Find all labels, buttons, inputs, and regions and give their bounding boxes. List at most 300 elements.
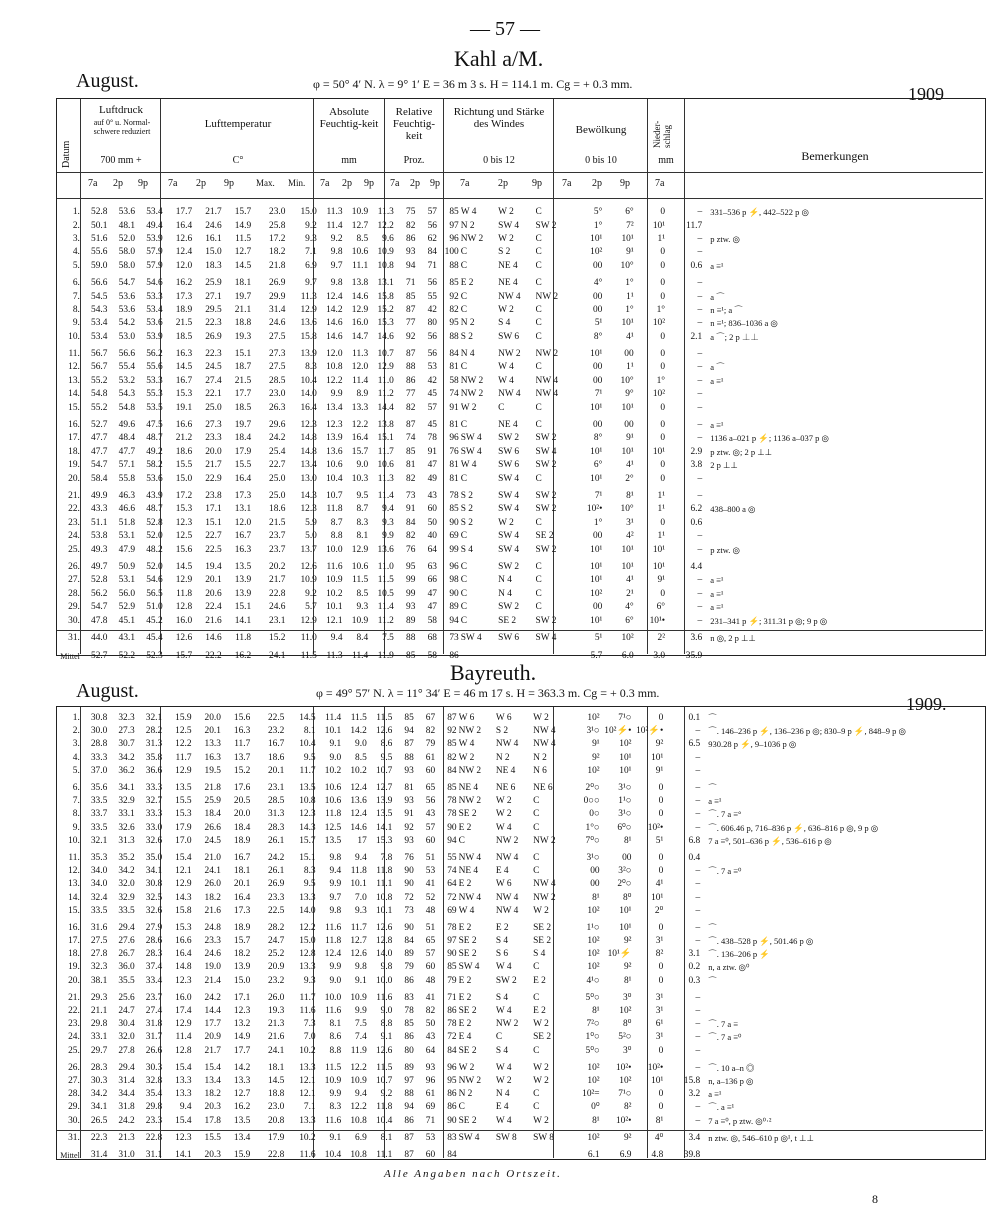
cell-pressure-7a: 33.5 — [90, 796, 108, 807]
cell-pressure-9p: 53.6 — [146, 473, 163, 484]
cell-temp-2p: 26.9 — [205, 331, 222, 342]
cell-pressure-2p: 32.6 — [118, 822, 135, 833]
cell-abs-hum-9p: 11.1 — [376, 879, 393, 890]
cell-temp-max: 21.5 — [269, 517, 286, 528]
cell-remarks: p ztw. ◎; 2 p ⊥⊥ — [710, 446, 773, 457]
cell-temp-2p: 14.6 — [205, 632, 222, 643]
cell-remarks: a ⌒ — [710, 291, 725, 302]
cell-rel-hum-9p: 97 — [447, 936, 457, 947]
cell-rel-hum-7a: 92 — [404, 822, 414, 833]
cell-precip: 0.3 — [688, 975, 701, 986]
cell-rel-hum-7a: 84 — [406, 517, 416, 528]
table-row — [57, 446, 1000, 459]
cell-rel-hum-9p: 100 — [444, 247, 459, 258]
cell-cloud-7a: 00 — [592, 304, 603, 315]
cell-abs-hum-2p: 12.9 — [351, 544, 369, 555]
table-row — [57, 432, 1000, 445]
cell-temp-2p: 20.3 — [204, 1102, 221, 1113]
cell-temp-9p: 16.2 — [234, 650, 252, 661]
cell-wind-9p: W 2 — [533, 1115, 549, 1126]
cell-cloud-2p: 8⁰ — [622, 1019, 632, 1030]
cell-abs-hum-9p: 9.4 — [382, 504, 394, 515]
cell-remarks: 438–800 a ◎ — [710, 504, 756, 515]
cell-rel-hum-2p: 64 — [425, 1045, 436, 1056]
cell-remarks — [704, 530, 1000, 543]
cell-cloud-2p: 6° — [625, 615, 634, 626]
cell-date: 6. — [72, 278, 80, 289]
cell-temp-7a: 15.3 — [175, 922, 192, 933]
cell-abs-hum-7a: 10.6 — [324, 783, 342, 794]
cell-wind-9p: C — [535, 247, 542, 258]
cell-cloud-7a: 10¹ — [590, 349, 603, 360]
cell-temp-min: 9.5 — [303, 879, 316, 890]
cell-wind-2p: NE 4 — [498, 278, 518, 289]
cell-wind-9p — [536, 645, 573, 667]
cell-remarks: a ≡¹ — [710, 420, 724, 431]
cell-abs-hum-7a: 9.1 — [329, 1132, 342, 1143]
cell-date: 22. — [68, 1006, 80, 1017]
cell-pressure-9p: 45.2 — [146, 615, 163, 626]
cell-cloud-9p: 9¹ — [655, 765, 664, 776]
table-row — [57, 725, 1000, 738]
table-row — [57, 1114, 1000, 1127]
cell-remarks: ⌒. 438–528 p ⚡, 501.46 p ◎ — [708, 936, 814, 947]
table-row — [57, 543, 1000, 556]
cell-temp-2p: 15.0 — [205, 247, 222, 258]
cell-cloud-7a: 8° — [593, 331, 603, 342]
cell-pressure-9p: 28.6 — [145, 936, 163, 947]
cell-abs-hum-9p: 11.5 — [376, 713, 393, 724]
cell-cloud-9p: 0 — [660, 207, 666, 218]
cell-rel-hum-2p: 48 — [425, 975, 436, 986]
cell-abs-hum-7a: 13.5 — [324, 835, 342, 846]
cell-precip: – — [695, 922, 701, 933]
station-name-bayreuth: Bayreuth. — [450, 660, 537, 685]
cell-precip: – — [697, 207, 703, 218]
cell-remarks: 231–341 p ⚡; 311.31 p ◎; 9 p ◎ — [710, 615, 828, 626]
cell-precip: 6.8 — [688, 835, 701, 846]
cell-abs-hum-7a: 11.5 — [325, 1062, 342, 1073]
cell-cloud-7a: 00 — [592, 420, 603, 431]
cell-date: 4. — [72, 752, 80, 763]
cell-temp-min: 16.4 — [300, 402, 317, 413]
cell-temp-7a: 15.3 — [175, 389, 193, 400]
cell-temp-min: 13.9 — [300, 349, 317, 360]
cell-abs-hum-7a: 9.0 — [329, 752, 342, 763]
cell-wind-9p: SW 4 — [535, 446, 557, 457]
cell-pressure-2p: 26.7 — [118, 949, 135, 960]
cell-cloud-9p: 10¹ — [652, 561, 666, 572]
cell-remarks: n ≡¹; 836–1036 a ◎ — [710, 318, 778, 329]
cell-temp-9p: 14.2 — [233, 1062, 251, 1073]
cell-precip: – — [697, 278, 703, 289]
cell-temp-9p: 19.7 — [234, 420, 252, 431]
cell-temp-max: 24.6 — [269, 318, 286, 329]
cell-date: 2. — [72, 220, 80, 231]
cell-wind-7a: S 2 — [460, 491, 473, 501]
cell-abs-hum-9p: 7.5 — [382, 632, 394, 643]
cell-wind-7a: C — [460, 473, 467, 484]
cell-cloud-7a: 10² — [587, 1075, 600, 1086]
table-row — [57, 459, 1000, 472]
cell-rel-hum-7a: 88 — [404, 752, 414, 763]
cell-temp-9p: 15.2 — [233, 765, 251, 776]
cell-abs-hum-2p: 10.9 — [350, 1075, 367, 1086]
cell-cloud-9p: 0 — [660, 278, 666, 289]
cell-temp-9p: 12.0 — [234, 517, 252, 528]
cell-abs-hum-9p: 12.6 — [375, 922, 393, 933]
cell-rel-hum-9p: 98 — [449, 575, 459, 586]
cell-pressure-9p: 30.8 — [145, 879, 163, 890]
cell-date: 13. — [68, 375, 80, 386]
cell-cloud-2p: 1¹○ — [618, 796, 632, 807]
cell-temp-2p: 21.0 — [204, 852, 221, 863]
cell-pressure-9p: 53.4 — [146, 207, 163, 218]
month-label-kahl: August. — [76, 70, 139, 92]
cell-temp-max: 18.6 — [269, 504, 286, 515]
cell-cloud-9p: 0 — [660, 331, 666, 342]
cell-remarks: a ≡¹ — [708, 1089, 722, 1100]
cell-rel-hum-9p: 78 — [447, 922, 457, 933]
cell-temp-7a: 19.1 — [175, 402, 193, 413]
cell-pressure-7a: 44.0 — [91, 632, 108, 643]
cell-pressure-7a: 51.1 — [91, 517, 108, 528]
cell-precip: – — [695, 905, 701, 916]
cell-cloud-2p: 1¹ — [626, 291, 634, 302]
cell-pressure-9p: 27.4 — [145, 1006, 163, 1017]
cell-abs-hum-7a: 8.6 — [329, 1032, 342, 1043]
cell-wind-7a: E 2 — [458, 1019, 472, 1030]
cell-pressure-9p: 45.4 — [146, 632, 163, 643]
cell-cloud-9p: 0 — [658, 796, 664, 807]
cell-pressure-9p: 32.1 — [145, 713, 163, 724]
cell-pressure-9p: 53.9 — [146, 233, 163, 244]
cell-cloud-2p: 9° — [625, 389, 634, 400]
cell-temp-2p: 24.1 — [204, 866, 221, 877]
cell-pressure-7a: 55.2 — [91, 402, 108, 413]
cell-rel-hum-7a: 85 — [406, 650, 416, 661]
cell-wind-2p: W 4 — [498, 375, 514, 386]
cell-temp-7a: 12.1 — [175, 866, 192, 877]
cell-cloud-9p: 0 — [660, 291, 666, 302]
cell-cloud-7a: 7²○ — [586, 1019, 600, 1030]
cell-wind-7a: SE 2 — [458, 949, 477, 960]
cell-rel-hum-9p: 72 — [447, 1032, 457, 1043]
cell-temp-7a: 11.4 — [175, 1032, 192, 1043]
cell-rel-hum-7a: 88 — [404, 1089, 414, 1100]
cell-cloud-2p: 00 — [622, 852, 632, 863]
cell-abs-hum-9p: 11.7 — [377, 446, 394, 457]
cell-wind-2p: W 4 — [495, 962, 512, 973]
cell-abs-hum-7a: 8.8 — [329, 1045, 342, 1056]
cell-temp-7a: 18.6 — [175, 446, 193, 457]
cell-abs-hum-2p: 11.9 — [350, 1045, 367, 1056]
cell-rel-hum-9p: 81 — [449, 473, 459, 484]
cell-cloud-2p: 10¹ — [621, 318, 634, 329]
cell-rel-hum-7a: 80 — [404, 1045, 414, 1056]
cell-pressure-2p: 29.4 — [118, 1062, 135, 1073]
cell-pressure-7a: 52.8 — [91, 575, 108, 586]
cell-temp-min: 15.0 — [299, 936, 316, 947]
table-row — [57, 1101, 1000, 1114]
cell-temp-max: 26.3 — [269, 402, 286, 413]
cell-pressure-9p: 43.9 — [146, 491, 163, 501]
cell-wind-2p: SW 6 — [498, 446, 520, 457]
cell-wind-9p: N 6 — [533, 765, 547, 776]
cell-cloud-7a: 10¹ — [590, 575, 603, 586]
cell-temp-max: 19.3 — [267, 1006, 285, 1017]
cell-temp-min: 9.2 — [305, 588, 317, 599]
cell-wind-9p: S 4 — [533, 949, 546, 960]
cell-remarks: n, a ztw. ◎⁰ — [708, 962, 750, 973]
cell-rel-hum-7a: 87 — [406, 420, 416, 431]
cell-temp-9p: 18.4 — [234, 433, 252, 444]
cell-wind-2p: N 4 — [498, 588, 512, 599]
cell-abs-hum-9p: 8.1 — [380, 1132, 393, 1143]
cell-temp-9p: 15.9 — [233, 1150, 251, 1161]
cell-remarks: p ztw. ◎ — [710, 233, 740, 244]
cell-pressure-2p: 33.1 — [118, 809, 135, 820]
cell-temp-9p: 18.5 — [234, 402, 252, 413]
cell-temp-2p: 21.8 — [204, 783, 221, 794]
table-row — [57, 614, 1000, 627]
cell-pressure-2p: 27.6 — [118, 936, 135, 947]
cell-remarks — [704, 388, 1000, 401]
cell-temp-min: 9.3 — [303, 975, 316, 986]
cell-abs-hum-9p: 10.5 — [377, 588, 394, 599]
cell-temp-7a: 18.5 — [175, 331, 193, 342]
cell-wind-9p: NW 4 — [535, 389, 559, 400]
cell-abs-hum-7a: 9.1 — [329, 739, 342, 750]
cell-rel-hum-2p: 84 — [427, 247, 437, 258]
cell-temp-2p: 23.8 — [205, 491, 222, 501]
cell-remarks: a ⌒ — [710, 362, 725, 373]
cell-pressure-7a: 52.8 — [91, 207, 108, 218]
cell-cloud-2p: 2¹ — [626, 588, 634, 599]
cell-abs-hum-9p: 14.4 — [377, 402, 394, 413]
cell-cloud-7a: 10² — [587, 905, 600, 916]
cell-pressure-2p: 52.0 — [118, 233, 136, 244]
cell-rel-hum-9p: 74 — [449, 389, 459, 400]
cell-wind-9p: SW 8 — [533, 1132, 554, 1143]
cell-cloud-7a: 5¹ — [594, 632, 603, 643]
cell-temp-7a: 12.6 — [175, 632, 193, 643]
cell-pressure-2p: 32.9 — [118, 892, 135, 903]
cell-temp-9p: 18.4 — [233, 822, 251, 833]
cell-date: 27. — [68, 1075, 80, 1086]
cell-precip: – — [695, 1032, 701, 1043]
cell-rel-hum-9p: 85 — [447, 783, 457, 794]
cell-temp-7a: 15.4 — [175, 1062, 192, 1073]
cell-rel-hum-2p: 60 — [425, 1150, 436, 1161]
cell-temp-9p: 13.1 — [234, 504, 252, 515]
cell-rel-hum-2p: 65 — [425, 936, 436, 947]
cell-pressure-9p: 32.6 — [145, 835, 163, 846]
cell-cloud-9p: 0 — [660, 349, 666, 360]
cell-temp-2p: 18.2 — [204, 1089, 221, 1100]
cell-temp-max: 26.9 — [267, 879, 285, 890]
cell-wind-2p: NW 2 — [495, 835, 519, 846]
cell-temp-7a: 11.8 — [176, 588, 193, 599]
cell-wind-2p: SW 4 — [498, 531, 520, 542]
cell-rel-hum-9p: 86 — [447, 1102, 457, 1113]
cell-rel-hum-2p: 56 — [427, 349, 437, 360]
cell-date: 3. — [72, 739, 80, 750]
cell-wind-9p: NW 4 — [535, 375, 559, 386]
cell-cloud-7a: 0⁰ — [591, 1102, 600, 1113]
cell-wind-9p: W 2 — [533, 1075, 549, 1086]
table-row — [57, 503, 1000, 516]
cell-rel-hum-9p: 96 — [449, 433, 459, 444]
table-row — [57, 472, 1000, 485]
cell-date: 1. — [72, 713, 80, 724]
cell-abs-hum-2p: 8.9 — [356, 389, 369, 400]
cell-rel-hum-2p: 79 — [425, 739, 436, 750]
cell-temp-max: 29.6 — [269, 420, 286, 431]
cell-wind-9p: SE 2 — [533, 936, 552, 947]
cell-rel-hum-7a: 90 — [404, 922, 414, 933]
cell-temp-min: 12.9 — [300, 615, 317, 626]
cell-temp-min: 11.6 — [299, 1006, 316, 1017]
cell-wind-9p: C — [533, 1089, 540, 1100]
cell-abs-hum-7a: 8.1 — [329, 1019, 342, 1030]
cell-rel-hum-7a: 85 — [406, 446, 416, 457]
cell-temp-2p: 14.4 — [204, 1006, 221, 1017]
cell-precip: – — [695, 1062, 701, 1073]
cell-cloud-9p: 10¹ — [652, 544, 666, 555]
cell-remarks — [702, 1145, 1000, 1167]
cell-remarks: 7 a ≡⁰, p ztw. ◎⁰·² — [708, 1115, 772, 1126]
cell-temp-2p: 16.1 — [205, 233, 222, 244]
cell-cloud-7a: 1°○ — [585, 822, 600, 833]
cell-remarks — [704, 219, 1000, 232]
cell-rel-hum-2p: 96 — [425, 1075, 436, 1086]
table-row — [57, 1145, 1000, 1167]
cell-pressure-7a: 52.7 — [91, 650, 108, 661]
cell-rel-hum-7a: 93 — [404, 765, 414, 776]
cell-wind-7a: SE 2 — [458, 1006, 477, 1017]
cell-abs-hum-2p: 8.1 — [356, 531, 369, 542]
cell-wind-2p: SW 6 — [498, 460, 520, 471]
table-row — [57, 865, 1000, 878]
cell-abs-hum-9p: 11.8 — [376, 1102, 393, 1113]
cell-abs-hum-9p: 11.0 — [377, 375, 394, 386]
cell-abs-hum-7a: 9.7 — [330, 260, 343, 271]
table-row — [57, 878, 1000, 891]
cell-temp-min: 6.9 — [305, 260, 317, 271]
cell-temp-2p: 25.0 — [205, 402, 222, 413]
table-row — [57, 290, 1000, 303]
cell-cloud-7a: 5⁰○ — [585, 1045, 600, 1056]
cell-pressure-7a: 32.4 — [90, 892, 108, 903]
cell-remarks: 930.28 p ⚡, 9–1036 p ◎ — [708, 739, 797, 750]
cell-temp-9p: 12.7 — [234, 247, 252, 258]
cell-rel-hum-7a: 94 — [404, 1102, 414, 1113]
cell-cloud-2p: 8¹ — [626, 491, 634, 501]
cell-rel-hum-9p: 79 — [447, 975, 457, 986]
cell-rel-hum-2p: 51 — [425, 922, 436, 933]
cell-temp-max: 16.7 — [267, 739, 285, 750]
cell-temp-min: 12.2 — [299, 922, 316, 933]
cell-precip: 2.9 — [690, 446, 703, 457]
cell-pressure-7a: 26.5 — [90, 1115, 108, 1126]
cell-precip: 0.2 — [688, 962, 701, 973]
cell-date: 6. — [72, 783, 80, 794]
cell-cloud-7a: 1⁰○ — [585, 1032, 600, 1043]
station-name-kahl: Kahl a/M. — [454, 46, 544, 71]
cell-precip: – — [695, 1045, 701, 1056]
cell-wind-9p: SW 2 — [535, 460, 557, 471]
cell-cloud-9p: 9¹ — [657, 575, 666, 586]
cell-wind-2p: NW 4 — [498, 389, 521, 400]
cell-date: 21. — [68, 491, 80, 501]
cell-temp-9p: 18.8 — [234, 318, 252, 329]
cell-pressure-7a: 59.0 — [91, 260, 108, 271]
cell-pressure-9p: 55.3 — [146, 389, 163, 400]
cell-rel-hum-7a: 91 — [406, 504, 416, 515]
cell-temp-2p: 20.0 — [204, 713, 221, 724]
cell-temp-7a: 12.3 — [175, 1132, 192, 1143]
cell-wind-2p: SW 2 — [498, 602, 520, 613]
cell-wind-2p: W 2 — [498, 233, 514, 244]
cell-abs-hum-9p: 11.8 — [376, 866, 393, 877]
cell-pressure-2p: 24.7 — [118, 1006, 135, 1017]
cell-cloud-7a: 1° — [593, 517, 603, 528]
cell-pressure-2p: 33.5 — [118, 905, 135, 916]
table-row — [57, 712, 1000, 725]
cell-pressure-9p: 35.8 — [145, 752, 163, 763]
cell-temp-9p: 20.1 — [233, 879, 251, 890]
cell-wind-2p: SW 4 — [498, 544, 520, 555]
cell-remarks: ⌒. a ≡¹ — [708, 1102, 735, 1113]
cell-cloud-2p: 9² — [623, 1132, 632, 1143]
cell-pressure-2p: 31.4 — [118, 1075, 135, 1086]
cell-temp-max: 22.8 — [269, 588, 286, 599]
cell-remarks: a ⌒; 2 p ⊥⊥ — [710, 331, 759, 342]
cell-remarks — [702, 878, 1000, 891]
cell-abs-hum-7a: 10.6 — [324, 796, 342, 807]
cell-pressure-7a: 22.3 — [90, 1132, 108, 1143]
table-row — [57, 561, 1000, 574]
cell-temp-min: 11.7 — [299, 992, 316, 1003]
cell-cloud-2p: 10¹ — [621, 544, 634, 555]
cell-temp-min: 13.4 — [300, 460, 317, 471]
cell-cloud-7a: 00 — [592, 375, 603, 386]
cell-abs-hum-2p: 10.9 — [351, 207, 369, 218]
cell-cloud-2p: 10² — [619, 739, 632, 750]
cell-rel-hum-2p: 42 — [427, 375, 437, 386]
cell-pressure-7a: 53.8 — [91, 531, 108, 542]
cell-rel-hum-2p: 51 — [425, 852, 436, 863]
cell-cloud-9p: 0 — [658, 922, 664, 933]
cell-wind-9p: C — [535, 304, 542, 315]
cell-rel-hum-9p: 78 — [447, 796, 457, 807]
cell-temp-min: 13.6 — [300, 318, 317, 329]
cell-temp-7a: 15.3 — [175, 809, 192, 820]
cell-temp-9p: 15.7 — [233, 936, 251, 947]
cell-abs-hum-2p: 16.0 — [351, 318, 369, 329]
cell-wind-7a: SE 2 — [458, 1045, 477, 1056]
cell-abs-hum-9p: 11.0 — [377, 561, 394, 572]
cell-wind-9p: SW 2 — [535, 220, 557, 231]
cell-cloud-2p: 10¹⚡ — [607, 949, 632, 960]
cell-rel-hum-9p: 86 — [449, 650, 459, 661]
cell-rel-hum-9p: 90 — [447, 949, 457, 960]
cell-abs-hum-9p: 10.7 — [375, 765, 393, 776]
cell-temp-7a: 15.4 — [175, 852, 192, 863]
cell-temp-7a: 15.5 — [175, 460, 193, 471]
cell-wind-2p: E 4 — [495, 1102, 509, 1113]
